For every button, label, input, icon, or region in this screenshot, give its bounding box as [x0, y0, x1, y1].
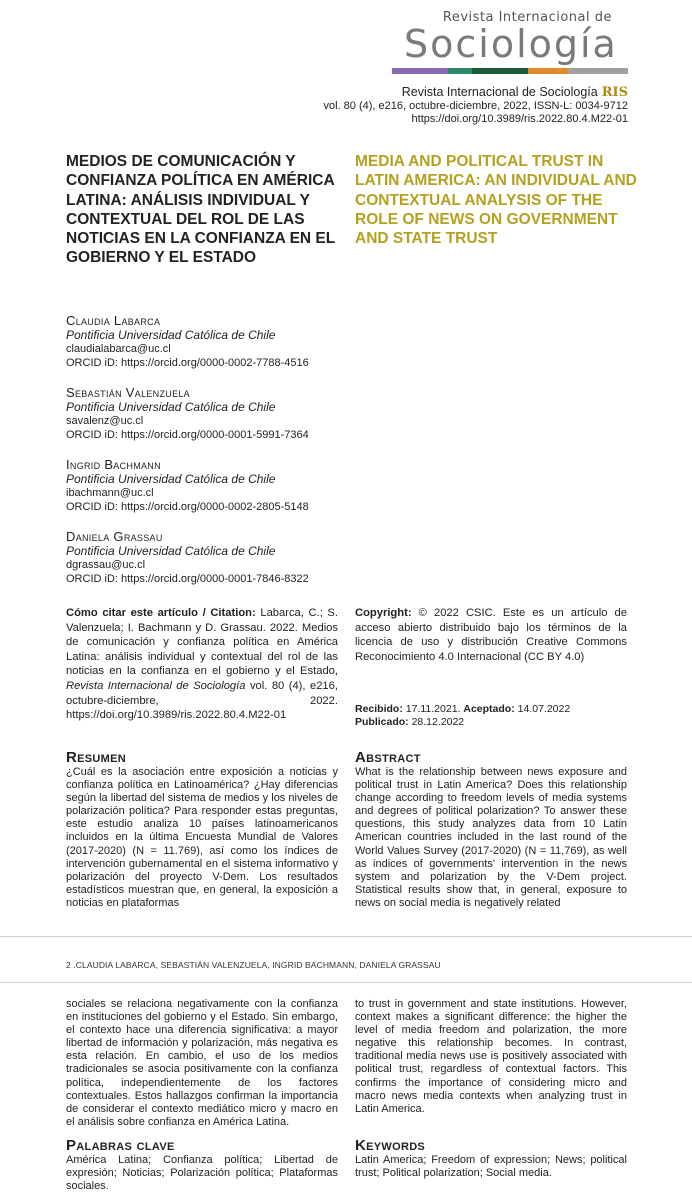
article-title-en: MEDIA AND POLITICAL TRUST IN LATIN AMERICA: AN INDIVIDUAL AND CONTEXTUAL ANALYSIS OF THE ROLE OF NEWS ON GOVERNMENT AND STATE TRUST: [355, 153, 637, 248]
keywords-es-section: [66, 1138, 338, 1193]
journal-wordmark: Sociología: [404, 22, 618, 66]
author-name: Daniela Grassau: [66, 529, 163, 544]
accepted-label: Aceptado:: [463, 703, 515, 715]
author-block: [66, 457, 366, 529]
author-orcid[interactable]: ORCID iD: https://orcid.org/0000-0002-7788-4516: [66, 357, 309, 369]
keywords-en-heading: Keywords: [355, 1137, 426, 1154]
author-orcid[interactable]: ORCID iD: https://orcid.org/0000-0002-2805-5148: [66, 501, 309, 513]
citation-label: Cómo citar este artículo / Citation:: [66, 607, 256, 619]
color-segment: [392, 68, 448, 74]
running-header: 2 .CLAUDIA LABARCA, SEBASTIÁN VALENZUELA, INGRID BACHMANN, DANIELA GRASSAU: [66, 960, 441, 970]
published-date: 28.12.2022: [408, 716, 465, 728]
journal-masthead-top: Revista Internacional de: [442, 10, 612, 25]
author-affiliation: Pontificia Universidad Católica de Chile: [66, 544, 276, 558]
author-block: [66, 385, 366, 457]
author-orcid[interactable]: ORCID iD: https://orcid.org/0000-0001-5991-7364: [66, 429, 309, 441]
resumen-continuation: [66, 998, 338, 1129]
keywords-en-text: Latin America; Freedom of expression; News; political trust; Political polarization; Social media.: [355, 1154, 627, 1180]
keywords-en-section: [355, 1138, 627, 1180]
resumen-continued-text: sociales se relaciona negativamente con la confianza en instituciones del gobierno y el Estado. Sin embargo, el contexto hace una diferencia significativa: a mayor libertad de información y polarización, más negativa es esta relación. En cambio, el uso de los medios tradicionales se asocia positivamente con la confianza política, independientemente de los factores contextuales. Estos hallazgos confirman la importancia de considerar el contexto mediático micro y macro en el análisis sobre confianza en América Latina.: [66, 998, 338, 1128]
keywords-es-text: América Latina; Confianza política; Libertad de expresión; Noticias; Polarización política; Plataformas sociales.: [66, 1154, 338, 1193]
author-block: [66, 529, 366, 601]
abstract-section: [355, 750, 627, 910]
journal-name-line: [402, 85, 628, 100]
article-dates: [355, 703, 635, 729]
copyright-block: [355, 606, 627, 664]
copyright-text: © 2022 CSIC. Este es un artículo de acceso abierto distribuido bajo los términos de la licencia de uso y distribución Creative Commons Reconocimiento 4.0 Internacional (CC BY 4.0): [355, 607, 627, 663]
resumen-heading: Resumen: [66, 749, 126, 766]
journal-volume-line: vol. 80 (4), e216, octubre-diciembre, 2022, ISSN-L: 0034-9712: [323, 100, 628, 112]
citation-text: Labarca, C.; S. Valenzuela; I. Bachmann y D. Grassau. 2022. Medios de comunicación y confianza política en América Latina: análisis individual y contextual del rol de las noticias en la confianza en el gobierno y el Estado,: [66, 607, 338, 678]
copyright-label: Copyright:: [355, 607, 412, 619]
author-email[interactable]: dgrassau@uc.cl: [66, 559, 146, 571]
abstract-continued-text: to trust in government and state institutions. However, context makes a significant difference: the higher the level of media freedom and polarization, the more negative this relationship becomes. In contrast, traditional media news use is positively associated with political trust, regardless of contextual factors. This confirms the importance of considering micro and macro news media contexts when analyzing trust in Latin America.: [355, 998, 627, 1115]
resumen-section: [66, 750, 338, 910]
author-name: Claudia Labarca: [66, 313, 161, 328]
author-email[interactable]: ibachmann@uc.cl: [66, 487, 154, 499]
color-segment: [568, 68, 628, 74]
author-orcid[interactable]: ORCID iD: https://orcid.org/0000-0001-7846-8322: [66, 573, 309, 585]
color-segment: [448, 68, 472, 74]
author-affiliation: Pontificia Universidad Católica de Chile: [66, 328, 276, 342]
journal-abbr-logo: RIS: [601, 85, 628, 100]
received-accepted-line: [355, 703, 635, 716]
published-label: Publicado:: [355, 716, 409, 728]
accepted-date: 14.07.2022: [514, 703, 571, 715]
page-break-divider: [0, 936, 692, 937]
abstract-continuation: [355, 998, 627, 1116]
received-date: 17.11.2021.: [402, 703, 464, 715]
journal-doi-link[interactable]: https://doi.org/10.3989/ris.2022.80.4.M22-01: [411, 113, 628, 125]
received-label: Recibido:: [355, 703, 403, 715]
author-email[interactable]: claudialabarca@uc.cl: [66, 343, 171, 355]
citation-journal: Revista Internacional de Sociología: [66, 679, 246, 692]
author-block: [66, 313, 366, 385]
masthead-color-bar: [392, 68, 628, 74]
author-affiliation: Pontificia Universidad Católica de Chile: [66, 472, 276, 486]
author-email[interactable]: savalenz@uc.cl: [66, 415, 144, 427]
running-header-divider: [0, 982, 692, 983]
abstract-text: What is the relationship between news exposure and political trust in Latin America? Does this relationship change according to freedom levels of media systems and degrees of political polarization? To answer these questions, this study analyzes data from 10 Latin American countries included in the last round of the World Values Survey (2017-2020) (N = 11,769), as well as indices of governments' intervention in the news system and polarization by the V-Dem project. Statistical results show that, in general, exposure to news on social media is negatively related: [355, 766, 627, 909]
author-list: [66, 313, 366, 601]
article-title-es: MEDIOS DE COMUNICACIÓN Y CONFIANZA POLÍTICA EN AMÉRICA LATINA: ANÁLISIS INDIVIDUAL Y CONTEXTUAL DEL ROL DE LAS NOTICIAS EN LA CONFIANZA EN EL GOBIERNO Y EL ESTADO: [66, 153, 335, 267]
author-name: Sebastián Valenzuela: [66, 385, 190, 400]
citation-block: [66, 606, 338, 723]
published-line: [355, 716, 635, 729]
author-affiliation: Pontificia Universidad Católica de Chile: [66, 400, 276, 414]
keywords-es-heading: Palabras clave: [66, 1137, 175, 1154]
abstract-heading: Abstract: [355, 749, 421, 766]
journal-name: Revista Internacional de Sociología: [401, 85, 598, 99]
resumen-text: ¿Cuál es la asociación entre exposición a noticias y confianza política en Latinoamérica? ¿Hay diferencias según la libertad del sistema de medios y los niveles de polarización política? Para responder estas preguntas, este estudio analiza 10 países latinoamericanos incluidos en la última Encuesta Mundial de Valores (2017-2020) (N = 11.769), así como los índices de intervención gubernamental en el sistema informativo y polarización del proyecto V-Dem. Los resultados estadísticos muestran que, en general, la exposición a noticias en plataformas: [66, 766, 338, 909]
citation-text-end: vol. 80 (4), e216, octubre-diciembre, 2022. https://doi.org/10.3989/ris.2022.80.4.M22-01: [66, 679, 338, 722]
color-segment: [528, 68, 568, 74]
color-segment: [472, 68, 528, 74]
author-name: Ingrid Bachmann: [66, 457, 161, 472]
